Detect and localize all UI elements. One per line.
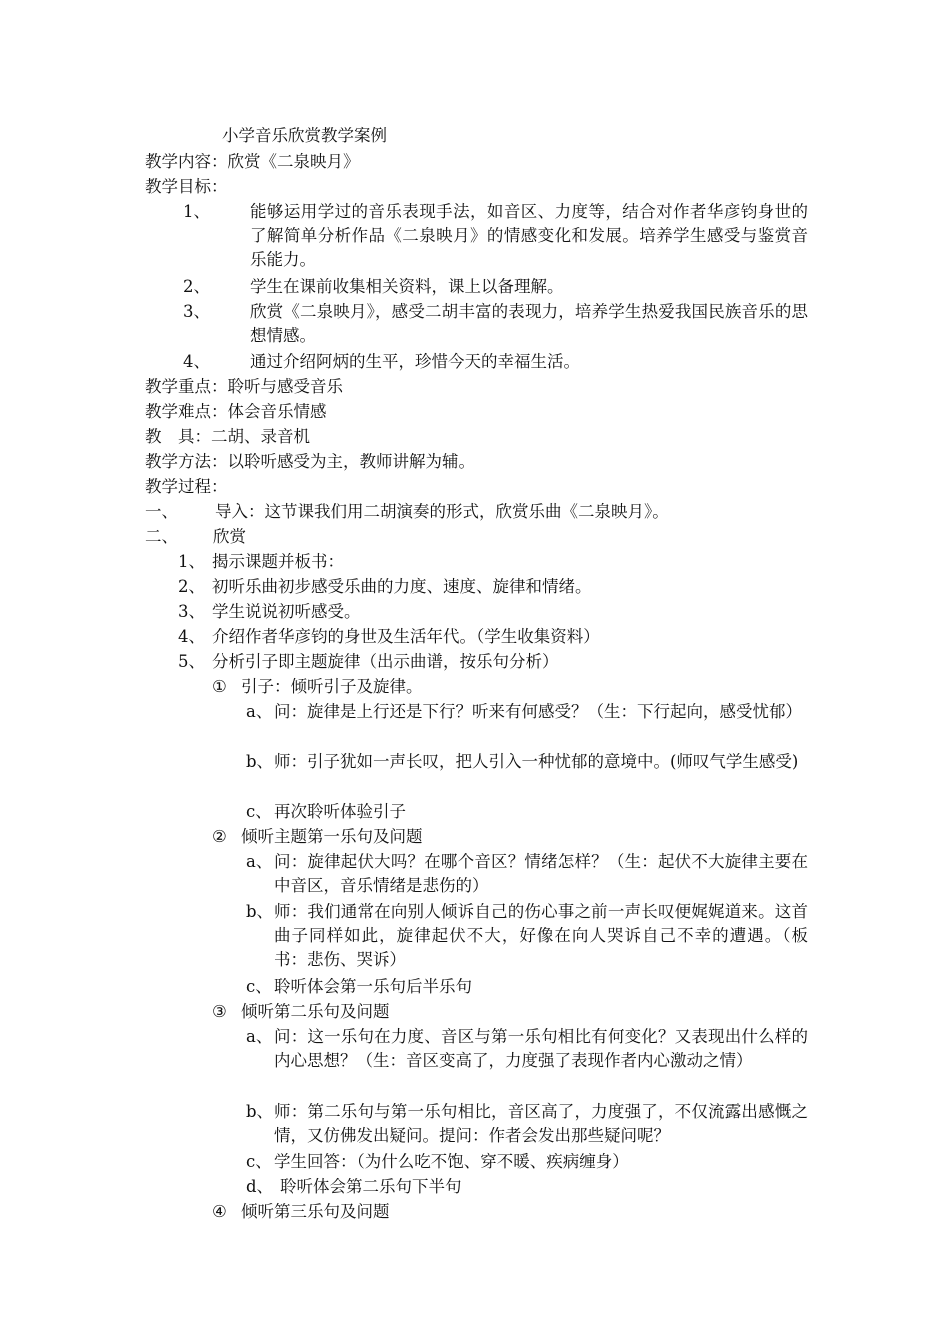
item-letter: a、 bbox=[246, 1027, 273, 1046]
section-title: 倾听第三乐句及问题 bbox=[241, 1202, 390, 1221]
item-letter: a、 bbox=[246, 702, 273, 721]
item-letter: b、 bbox=[246, 902, 274, 921]
item-letter: b、 bbox=[246, 1102, 274, 1121]
goal-number: 1、 bbox=[183, 202, 210, 221]
goal-text: 能够运用学过的音乐表现手法，如音区、力度等，结合对作者华彦钧身世的了解简单分析作品《二泉映月》的情感变化和发展。培养学生感受与鉴赏音乐能力。 bbox=[250, 202, 808, 269]
item-letter: a、 bbox=[246, 852, 273, 871]
goal-text: 学生在课前收集相关资料，课上以备理解。 bbox=[250, 277, 564, 296]
item-text: 师：引子犹如一声长叹，把人引入一种忧郁的意境中。(师叹气学生感受) bbox=[274, 752, 799, 771]
step-text: 揭示课题并板书： bbox=[212, 552, 344, 571]
part-number: 二、 bbox=[145, 527, 178, 546]
process-heading: 教学过程： bbox=[145, 477, 228, 496]
key-point: 教学重点：聆听与感受音乐 bbox=[145, 377, 343, 396]
section-title: 引子：倾听引子及旋律。 bbox=[241, 677, 423, 696]
section-number: ③ bbox=[212, 1002, 227, 1021]
page-title: 小学音乐欣赏教学案例 bbox=[222, 126, 387, 145]
section-number: ④ bbox=[212, 1202, 227, 1221]
part-number: 一、 bbox=[145, 502, 178, 521]
part-text: 导入：这节课我们用二胡演奏的形式，欣赏乐曲《二泉映月》。 bbox=[215, 502, 669, 521]
item-letter: b、 bbox=[246, 752, 274, 771]
step-number: 5、 bbox=[178, 652, 205, 671]
goal-text: 通过介绍阿炳的生平，珍惜今天的幸福生活。 bbox=[250, 352, 580, 371]
item-text: 聆听体会第一乐句后半乐句 bbox=[274, 977, 472, 996]
item-text: 问：旋律是上行还是下行？听来有何感受？（生：下行起向，感受忧郁） bbox=[274, 702, 802, 721]
section-number: ② bbox=[212, 827, 227, 846]
step-text: 介绍作者华彦钧的身世及生活年代。（学生收集资料） bbox=[212, 627, 600, 646]
step-text: 分析引子即主题旋律（出示曲谱，按乐句分析） bbox=[212, 652, 559, 671]
goal-text: 欣赏《二泉映月》，感受二胡丰富的表现力，培养学生热爱我国民族音乐的思想情感。 bbox=[250, 302, 808, 345]
item-text: 师：我们通常在向别人倾诉自己的伤心事之前一声长叹便娓娓道来。这首曲子同样如此，旋律起伏不大，好像在向人哭诉自己不幸的遭遇。（板书：悲伤、哭诉） bbox=[274, 902, 808, 969]
step-number: 3、 bbox=[178, 602, 205, 621]
difficulty: 教学难点：体会音乐情感 bbox=[145, 402, 327, 421]
goals-heading: 教学目标： bbox=[145, 177, 228, 196]
teaching-content: 教学内容：欣赏《二泉映月》 bbox=[145, 152, 360, 171]
step-number: 1、 bbox=[178, 552, 205, 571]
goal-number: 3、 bbox=[183, 302, 210, 321]
item-text: 问：这一乐句在力度、音区与第一乐句相比有何变化？又表现出什么样的内心思想？（生：音区变高了，力度强了表现作者内心激动之情） bbox=[274, 1027, 808, 1070]
item-text: 再次聆听体验引子 bbox=[274, 802, 406, 821]
item-letter: c、 bbox=[246, 1152, 272, 1171]
item-letter: c、 bbox=[246, 802, 272, 821]
goal-number: 4、 bbox=[183, 352, 210, 371]
step-text: 初听乐曲初步感受乐曲的力度、速度、旋律和情绪。 bbox=[212, 577, 592, 596]
item-letter: c、 bbox=[246, 977, 272, 996]
item-text: 问：旋律起伏大吗？在哪个音区？情绪怎样？（生：起伏不大旋律主要在中音区，音乐情绪是悲伤的） bbox=[274, 852, 808, 895]
goal-number: 2、 bbox=[183, 277, 210, 296]
part-text: 欣赏 bbox=[213, 527, 246, 546]
method: 教学方法：以聆听感受为主，教师讲解为辅。 bbox=[145, 452, 475, 471]
item-letter: d、 bbox=[246, 1177, 274, 1196]
section-number: ① bbox=[212, 677, 227, 696]
section-title: 倾听第二乐句及问题 bbox=[241, 1002, 390, 1021]
item-text: 聆听体会第二乐句下半句 bbox=[280, 1177, 462, 1196]
step-number: 2、 bbox=[178, 577, 205, 596]
step-number: 4、 bbox=[178, 627, 205, 646]
step-text: 学生说说初听感受。 bbox=[212, 602, 361, 621]
item-text: 师：第二乐句与第一乐句相比，音区高了，力度强了，不仅流露出感慨之情，又仿佛发出疑问。提问：作者会发出那些疑问呢？ bbox=[274, 1102, 808, 1145]
section-title: 倾听主题第一乐句及问题 bbox=[241, 827, 423, 846]
tools: 教 具：二胡、录音机 bbox=[145, 427, 310, 446]
item-text: 学生回答：（为什么吃不饱、穿不暖、疾病缠身） bbox=[274, 1152, 629, 1171]
